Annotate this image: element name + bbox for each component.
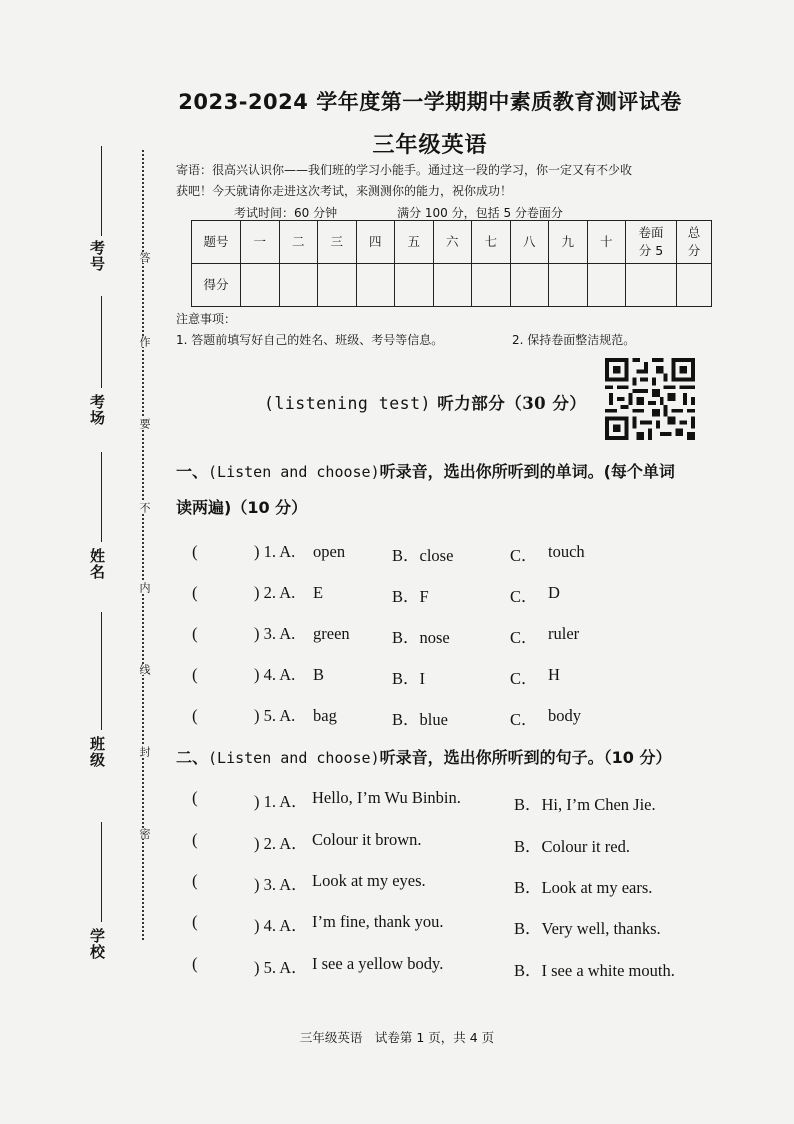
score-table-header-cell: 十 — [587, 221, 626, 264]
answer-blank[interactable] — [205, 624, 250, 644]
score-table-header-cell: 四 — [356, 221, 395, 264]
page-footer: 三年级英语 试卷第 1 页，共 4 页 — [299, 1030, 495, 1045]
school-label: 学校 — [88, 928, 106, 960]
score-table-header-cell: 题号 — [192, 221, 241, 264]
answer-bracket: ( — [192, 788, 198, 807]
question-number: ) 3. A. — [254, 624, 296, 643]
section-marker: 一、 — [176, 462, 209, 481]
option-c: body — [548, 706, 581, 725]
total-score-label: 总 — [687, 225, 701, 240]
exam-full-score: 满分 100 分，包括 5 分卷面分 — [397, 206, 563, 220]
question-number: ) 4. A. — [254, 665, 296, 684]
option-a: green — [313, 624, 350, 643]
option-b: B．close — [392, 546, 454, 565]
intro-message — [176, 160, 706, 202]
seal-line — [142, 150, 144, 940]
listening-header — [264, 390, 586, 414]
name-line — [101, 452, 102, 542]
listening-header-zh: 听力部分（30 分） — [437, 394, 587, 413]
notes-item: 2. 保持卷面整洁规范。 — [512, 333, 636, 347]
answer-bracket: ( — [192, 542, 198, 561]
seal-char: 线 — [138, 664, 151, 675]
option-a: I see a yellow body. — [312, 954, 444, 973]
answer-bracket: ( — [192, 912, 198, 931]
exam-title: 2023-2024 学年度第一学期期中素质教育测评试卷 — [178, 90, 682, 114]
question-number: ) 5. A. — [254, 706, 296, 725]
answer-blank[interactable] — [205, 871, 250, 891]
option-b: B．Colour it red. — [514, 837, 630, 856]
answer-blank[interactable] — [205, 706, 250, 726]
question-number: ) 1. A． — [254, 792, 308, 811]
section-instruction-zh: 听录音，选出你所听到的单词。(每个单词 — [379, 462, 675, 481]
option-a: bag — [313, 706, 337, 725]
answer-bracket: ( — [192, 830, 198, 849]
score-row-label: 得分 — [192, 264, 241, 307]
option-a: Hello, I’m Wu Binbin. — [312, 788, 461, 807]
score-cell — [279, 264, 318, 307]
section-instruction-en: (Listen and choose) — [208, 463, 380, 481]
option-c-label: C． — [510, 710, 538, 729]
exam-info — [234, 204, 623, 221]
seal-char: 作 — [138, 336, 151, 347]
answer-bracket: ( — [192, 624, 198, 643]
school-line — [101, 822, 102, 922]
neat-score-label: 分 5 — [638, 243, 664, 258]
score-cell — [587, 264, 626, 307]
option-c: ruler — [548, 624, 580, 643]
answer-blank[interactable] — [205, 912, 250, 932]
question-number: ) 3. A． — [254, 875, 308, 894]
class-label: 班级 — [88, 736, 106, 768]
option-a: open — [313, 542, 346, 561]
option-a: B — [313, 665, 325, 684]
notes-title: 注意事项： — [176, 312, 237, 326]
intro-line: 获吧！今天就请你走进这次考试，来测测你的能力，祝你成功！ — [176, 184, 513, 198]
score-cell — [241, 264, 280, 307]
score-cell — [395, 264, 434, 307]
option-c-label: C． — [510, 669, 538, 688]
question-number: ) 2. A． — [254, 834, 308, 853]
seal-char: 答 — [138, 252, 151, 263]
answer-blank[interactable] — [205, 954, 250, 974]
exam-time: 考试时间：60 分钟 — [234, 206, 338, 220]
question-number: ) 2. A. — [254, 583, 296, 602]
score-table-header-cell: 六 — [433, 221, 472, 264]
answer-blank[interactable] — [205, 788, 250, 808]
option-a: Colour it brown. — [312, 830, 422, 849]
answer-bracket: ( — [192, 871, 198, 890]
score-table — [191, 220, 712, 307]
score-table-header-cell: 一 — [241, 221, 280, 264]
score-cell — [318, 264, 357, 307]
option-b: B．I see a white mouth. — [514, 961, 675, 980]
option-b: B．blue — [392, 710, 448, 729]
option-a: E — [313, 583, 324, 602]
option-c-label: C． — [510, 546, 538, 565]
option-b: B．Look at my ears. — [514, 878, 653, 897]
score-cell — [677, 264, 712, 307]
exam-room-label: 考场 — [88, 394, 106, 426]
option-b: B．Very well, thanks. — [514, 919, 661, 938]
answer-bracket: ( — [192, 665, 198, 684]
section-2-heading — [176, 740, 716, 776]
score-table-header-cell: 七 — [472, 221, 511, 264]
score-cell — [356, 264, 395, 307]
notes-item: 1. 答题前填写好自己的姓名、班级、考号等信息。 — [176, 333, 444, 347]
option-b: B．nose — [392, 628, 450, 647]
option-c: touch — [548, 542, 585, 561]
score-table-header-row — [192, 221, 712, 264]
section-marker: 二、 — [176, 748, 209, 767]
section-instruction-zh: 读两遍)（10 分） — [176, 498, 308, 517]
exam-subtitle: 三年级英语 — [372, 133, 488, 158]
score-cell — [626, 264, 677, 307]
option-c: D — [548, 583, 560, 602]
score-table-header-cell — [677, 221, 712, 264]
exam-number-line — [101, 146, 102, 236]
answer-bracket: ( — [192, 583, 198, 602]
score-cell — [472, 264, 511, 307]
option-a: Look at my eyes. — [312, 871, 426, 890]
option-c: H — [548, 665, 560, 684]
score-table-header-cell: 五 — [395, 221, 434, 264]
option-c-label: C． — [510, 628, 538, 647]
score-table-score-row — [192, 264, 712, 307]
option-b: B．I — [392, 669, 425, 688]
option-b: B．F — [392, 587, 429, 606]
question-number: ) 4. A． — [254, 916, 308, 935]
section-1-heading — [176, 454, 716, 526]
class-line — [101, 612, 102, 730]
neat-score-label: 卷面 — [638, 225, 664, 240]
seal-char: 不 — [138, 502, 151, 513]
answer-bracket: ( — [192, 954, 198, 973]
exam-number-label: 考号 — [88, 240, 106, 272]
seal-char: 封 — [138, 746, 151, 757]
option-b: B．Hi, I’m Chen Jie. — [514, 795, 656, 814]
name-label: 姓名 — [88, 548, 106, 580]
answer-blank[interactable] — [205, 583, 250, 603]
total-score-label: 分 — [687, 243, 701, 258]
question-number: ) 1. A. — [254, 542, 296, 561]
section-instruction-en: (Listen and choose) — [208, 749, 380, 767]
seal-char: 要 — [138, 418, 151, 429]
answer-blank[interactable] — [205, 665, 250, 685]
answer-bracket: ( — [192, 706, 198, 725]
qr-code-icon — [604, 358, 696, 440]
score-table-header-cell: 三 — [318, 221, 357, 264]
score-cell — [433, 264, 472, 307]
option-c-label: C． — [510, 587, 538, 606]
score-table-header-cell — [626, 221, 677, 264]
score-table-header-cell: 二 — [279, 221, 318, 264]
score-cell — [510, 264, 549, 307]
option-a: I’m fine, thank you. — [312, 912, 444, 931]
intro-line: 寄语：很高兴认识你——我们班的学习小能手。通过这一段的学习，你一定又有不少收 — [176, 163, 633, 177]
listening-header-en: (listening test) — [264, 394, 431, 413]
answer-blank[interactable] — [205, 542, 250, 562]
seal-char: 内 — [138, 582, 151, 593]
answer-blank[interactable] — [205, 830, 250, 850]
question-number: ) 5. A． — [254, 958, 308, 977]
score-table-header-cell: 八 — [510, 221, 549, 264]
section-instruction-zh: 听录音，选出你所听到的句子。（10 分） — [379, 748, 672, 767]
score-table-header-cell: 九 — [549, 221, 588, 264]
exam-room-line — [101, 296, 102, 388]
score-cell — [549, 264, 588, 307]
seal-char: 密 — [138, 828, 151, 839]
